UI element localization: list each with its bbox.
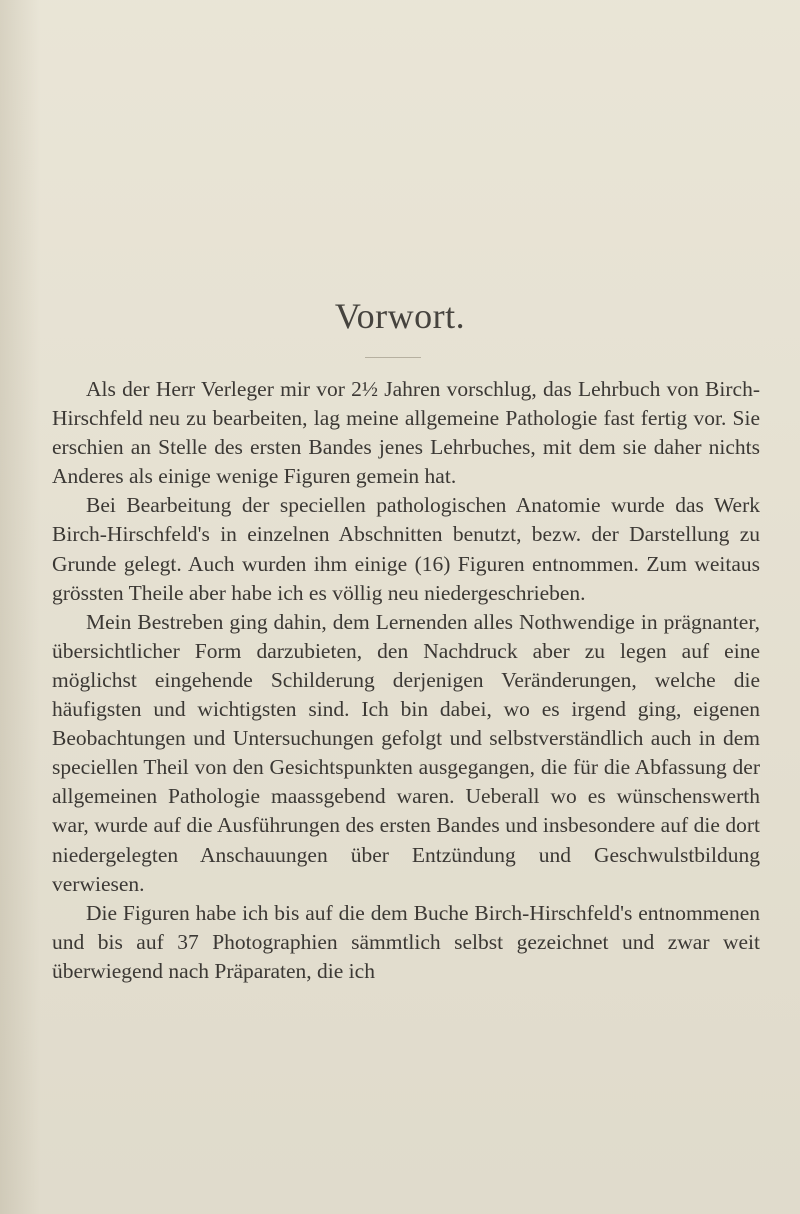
paragraph-1: Als der Herr Verleger mir vor 2½ Jahren vorschlug, das Lehrbuch von Birch-Hirschfeld neu zu bearbeiten, lag meine allgemeine Pathologie fast fertig vor. Sie erschien an Stelle des ersten Bandes jenes Lehrbuches, mit dem sie daher nichts Anderes als einige wenige Figuren gemein hat. [52,377,760,489]
paragraph-2: Bei Bearbeitung der speciellen pathologischen Anatomie wurde das Werk Birch-Hirschfeld's in einzelnen Abschnitten benutzt, bezw. der Darstellung zu Grunde gelegt. Auch wurden ihm einige (16) Figuren entnommen. Zum weitaus grössten Theile aber habe ich es völlig neu niedergeschrieben. [52,493,760,605]
page-title: Vorwort. [334,296,466,336]
title-divider [365,357,421,358]
paragraph-4: Die Figuren habe ich bis auf die dem Buche Birch-Hirschfeld's entnommenen und bis auf 37 Photographien sämmtlich selbst gezeichnet und zwar weit überwiegend nach Präparaten, die ich [52,900,760,983]
paragraph-3: Mein Bestreben ging dahin, dem Lernenden alles Nothwendige in prägnanter, übersichtlicher Form darzubieten, den Nachdruck aber zu legen auf eine möglichst eingehende Schilderung derjenigen Veränderungen, welche die häufigsten und wichtigsten sind. Ich bin dabei, wo es irgend ging, eigenen Beobachtungen und Untersuchungen gefolgt und selbstverständlich auch in dem speciellen Theil von den Gesichtspunkten ausgegangen, die für die Abfassung der allgemeinen Pathologie maassgebend waren. Ueberall wo es wünschenswerth war, wurde auf die Ausführungen des ersten Bandes und insbesondere auf die dort niedergelegten Anschauungen über Entzündung und Geschwulstbildung verwiesen. [52,609,760,896]
preface-body [52,375,760,986]
